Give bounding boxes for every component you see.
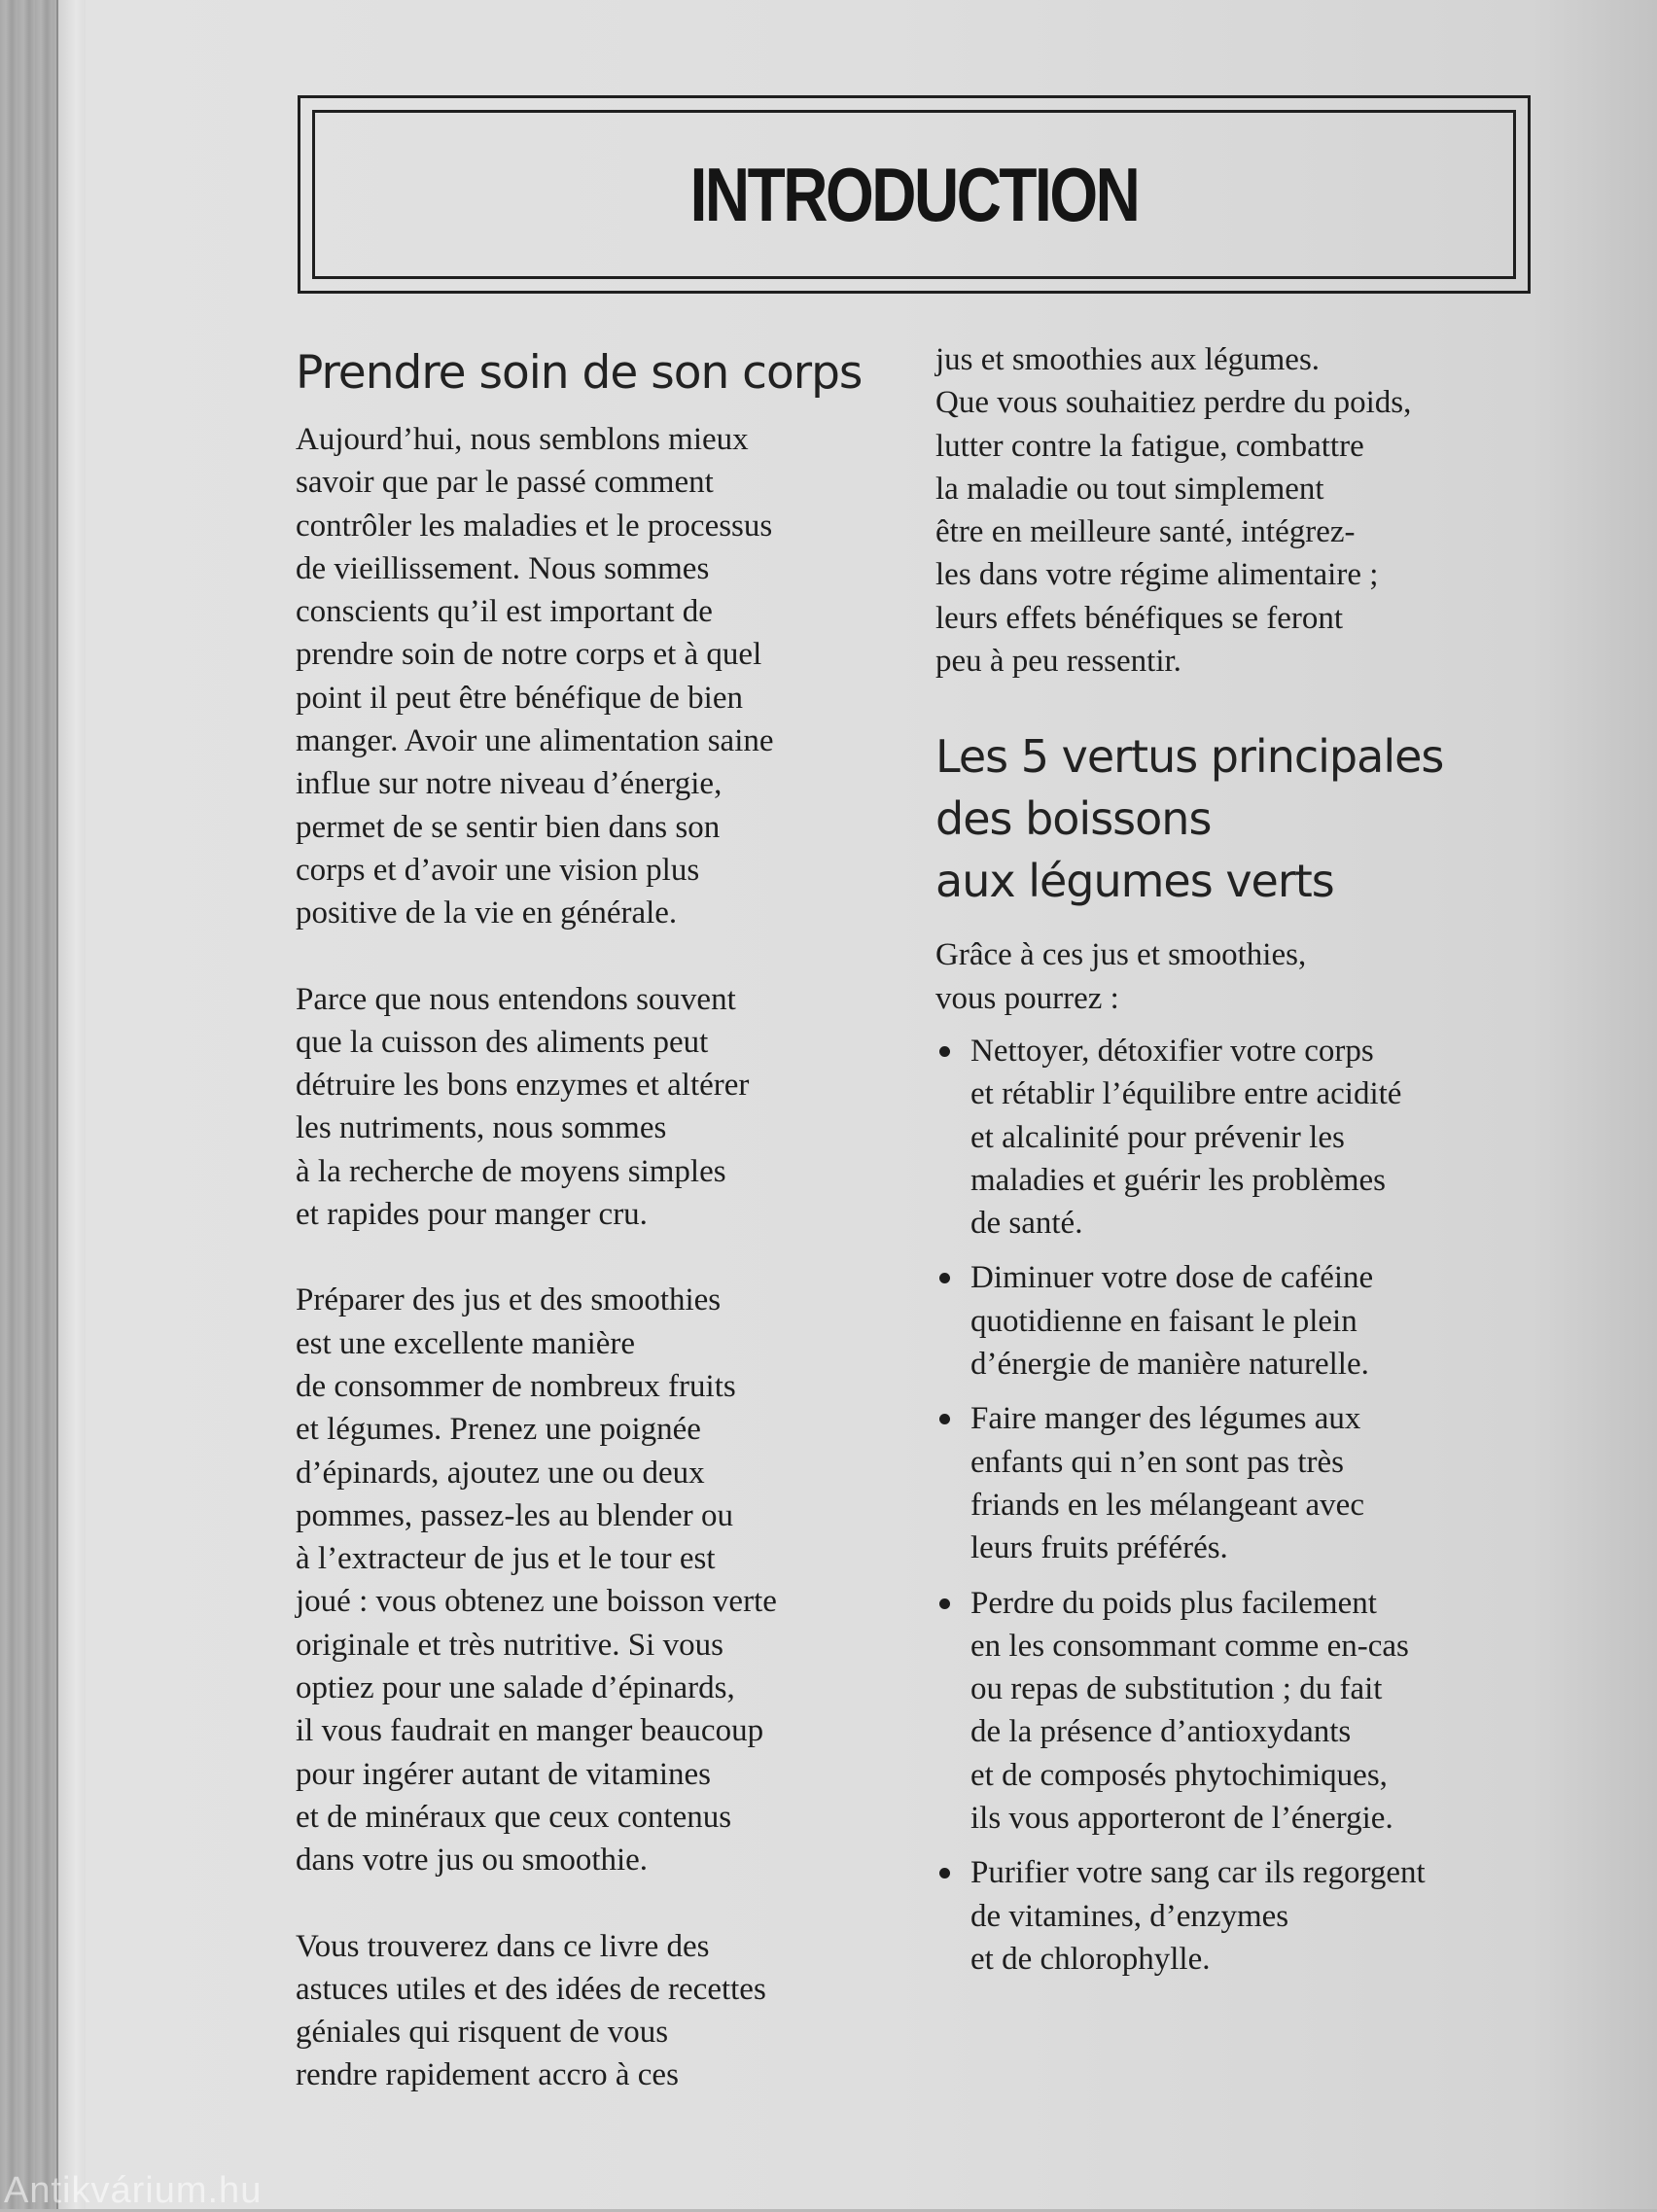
page-binding — [56, 0, 88, 2209]
paragraph: Préparer des jus et des smoothies est une excellente manière de consommer de nombreux fruits et légumes. Prenez une poignée d’épinards, ajoutez une ou deux pommes, passez-les au blender ou à l’extracteur de jus et le tour est joué : vous obtenez une boisson verte originale et très nutritive. Si vous optiez pour une salade d’épinards, il vous faudrait en manger beaucoup pour ingérer autant de vitamines et de minéraux que ceux contenus dans votre jus ou smoothie. — [296, 1282, 777, 1878]
book-edge — [0, 0, 56, 2209]
list-item — [935, 1851, 1548, 1981]
bullet-icon — [939, 1273, 950, 1283]
bullet-icon — [939, 1598, 950, 1609]
list-item-text: Perdre du poids plus facilement en les consommant comme en-cas ou repas de substitution ; du fait de la présence d’antioxydants et de composés phytochimiques, ils vous apporteront de l’énergie. — [970, 1585, 1409, 1837]
list-intro: Grâce à ces jus et smoothies, vous pourrez : — [935, 937, 1307, 1016]
bullet-icon — [939, 1046, 950, 1057]
paragraph: Vous trouverez dans ce livre des astuces utiles et des idées de recettes géniales qui risquent de vous rendre rapidement accro à ces — [296, 1928, 766, 2093]
paragraph: Aujourd’hui, nous semblons mieux savoir que par le passé comment contrôler les maladies et le processus de vieillissement. Nous sommes conscients qu’il est important de prendre soin de notre corps et à quel point il peut être bénéfique de bien manger. Avoir une alimentation saine influe sur notre niveau d’énergie, permet de se sentir bien dans son corps et d’avoir une vision plus positive de la vie en générale. — [296, 422, 774, 931]
paragraph: Parce que nous entendons souvent que la cuisson des aliments peut détruire les bons enzymes et altérer les nutriments, nous sommes à la recherche de moyens simples et rapides pour manger cru. — [296, 981, 750, 1233]
list-item — [935, 1030, 1548, 1245]
right-column — [935, 338, 1548, 1992]
list-item — [935, 1256, 1548, 1386]
list-item — [935, 1397, 1548, 1569]
bullet-icon — [939, 1868, 950, 1878]
virtues-list — [935, 1030, 1548, 1981]
list-item-text: Purifier votre sang car ils regorgent de vitamines, d’enzymes et de chlorophylle. — [970, 1855, 1426, 1977]
list-item — [935, 1582, 1548, 1841]
bullet-icon — [939, 1414, 950, 1424]
list-item-text: Nettoyer, détoxifier votre corps et rétablir l’équilibre entre acidité et alcalinité pour prévenir les maladies et guérir les problèmes de santé. — [970, 1033, 1402, 1242]
title-frame-inner — [312, 110, 1516, 279]
title-frame — [298, 95, 1531, 294]
section-heading-care: Prendre soin de son corps — [296, 346, 863, 400]
paragraph-continuation: jus et smoothies aux légumes. Que vous souhaitiez perdre du poids, lutter contre la fatigue, combattre la maladie ou tout simplement être en meilleure santé, intégrez- les dans votre régime alimentaire ; leurs effets bénéfiques se feront peu à peu ressentir. — [935, 342, 1412, 680]
list-item-text: Diminuer votre dose de caféine quotidienne en faisant le plein d’énergie de manière naturelle. — [970, 1260, 1374, 1383]
list-item-text: Faire manger des légumes aux enfants qui n’en sont pas très friands en les mélangeant avec leurs fruits préférés. — [970, 1401, 1364, 1566]
section-heading-virtues: Les 5 vertus principales des boissons aux légumes verts — [935, 730, 1444, 908]
watermark: Antikvárium.hu — [4, 2170, 263, 2211]
page-title: INTRODUCTION — [689, 151, 1139, 237]
left-column — [296, 342, 899, 2140]
